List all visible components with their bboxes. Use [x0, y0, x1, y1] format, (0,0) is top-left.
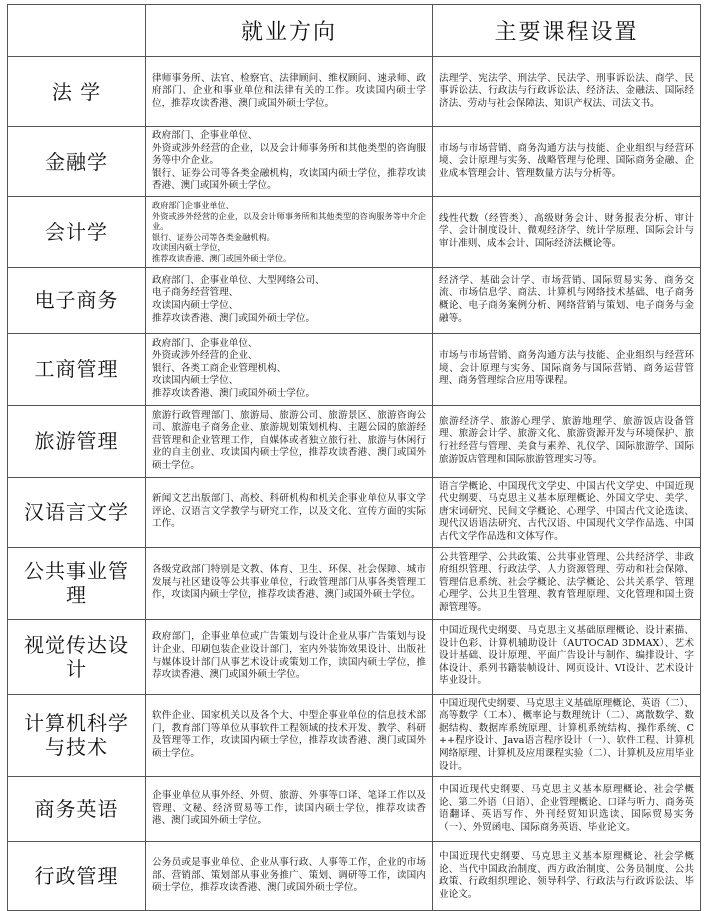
table-row [8, 267, 701, 333]
courses-cell: 线性代数（经管类）、高级财务会计、财务报表分析、审计学、会计制度设计、微观经济学、统计学原理、国际会计与审计准则、成本会计、国际经济法概论等。 [433, 197, 701, 268]
career-cell: 政府部门、企事业单位、大型网络公司、 电子商务经营管理、 攻读国内硕士学位、 推荐攻读香港、澳门或国外硕士学位。 [146, 267, 433, 333]
table-row [8, 477, 701, 547]
courses-cell: 中国近现代史纲要、马克思主义基本原理概论、社会学概论、当代中国政治制度、西方政治制度、公务员制度、公共政策、行政组织理论、领导科学、行政法与行政诉讼法、毕业论文。 [433, 842, 701, 911]
major-name: 计算机科学与技术 [8, 694, 146, 777]
table-row [8, 333, 701, 405]
majors-table [7, 4, 701, 911]
table-row [8, 694, 701, 777]
courses-cell: 市场与市场营销、商务沟通方法与技能、企业组织与经营环境、会计原理与实务、战略管理与伦理、国际商务金融、企业成本管理会计、管理数量方法与分析等。 [433, 127, 701, 197]
major-name: 商务英语 [8, 777, 146, 842]
courses-cell: 中国近现代史纲要、马克思主义基础原理概论、设计素描、设计色彩、计算机辅助设计（AUTOCAD 3DMAX）、艺术设计基础、设计原理、平面广告设计与制作、编排设计、字体设计、系列书籍装帧设计、网页设计、VI设计、艺术设计毕业设计。 [433, 619, 701, 694]
major-name: 工商管理 [8, 333, 146, 405]
career-cell: 旅游行政管理部门、旅游局、旅游公司、旅游景区、旅游咨询公司、旅游电子商务企业、旅游规划策划机构、主题公园的旅游经营管理和企业管理工作，自媒体或者独立旅行社、旅游与休闲行业的自主创业、攻读国内硕士学位，推荐攻读香港、澳门或国外硕士学位。 [146, 405, 433, 477]
courses-cell: 公共管理学、公共政策、公共事业管理、公共经济学、非政府组织管理、行政法学、人力资源管理、劳动和社会保障、管理信息系统、社会学概论、法学概论、公共关系学、管理心理学、公共卫生管理、教育管理原理、文化管理和国土资源管理等。 [433, 547, 701, 619]
table-row [8, 57, 701, 127]
header-career: 就业方向 [146, 5, 433, 57]
career-cell: 律师事务所、法官、检察官、法律顾问、维权顾问、速录师、政府部门、企业和事业单位和法律有关的工作。攻读国内硕士学位，推荐攻读香港、澳门或国外硕士学位。 [146, 57, 433, 127]
career-cell: 新闻文艺出版部门、高校、科研机构和机关企事业单位从事文学评论、汉语言文学教学与研究工作，以及文化、宣传方面的实际工作。 [146, 477, 433, 547]
major-name: 汉语言文学 [8, 477, 146, 547]
table-row [8, 127, 701, 197]
major-name: 旅游管理 [8, 405, 146, 477]
major-name: 金融学 [8, 127, 146, 197]
career-cell: 企事业单位从事外经、外贸、旅游、外事等口译、笔译工作以及管理、文秘、经济贸易等工作，读国内硕士学位，推荐攻读香港、澳门或国外硕士学位。 [146, 777, 433, 842]
courses-cell: 旅游经济学、旅游心理学、旅游地理学、旅游饭店设备管理、旅游会计学、旅游文化、旅游资源开发与环境保护、旅行社经营与管理、美食与素养、礼仪学、国际旅游学、国际旅游饭店管理和国际旅游管理实习等。 [433, 405, 701, 477]
career-cell: 政府部门、企事业单位、 外资或涉外经营的企业，以及会计师事务所和其他类型的咨询服务等中介企业。 银行、证券公司等各类金融机构，攻读国内硕士学位，推荐攻读香港、澳门或国外硕士学位。 [146, 127, 433, 197]
table-row [8, 405, 701, 477]
table-row [8, 619, 701, 694]
table-row [8, 547, 701, 619]
career-cell: 政府部门企事业单位、 外资或涉外经营的企业，以及会计师事务所和其他类型的咨询服务等中介企业。 银行、证券公司等各类金融机构。 攻读国内硕士学位， 推荐攻读香港、澳门或国外硕士学位。 [146, 197, 433, 268]
major-name: 视觉传达设计 [8, 619, 146, 694]
header-row [8, 5, 701, 57]
table-row [8, 842, 701, 911]
major-name: 公共事业管理 [8, 547, 146, 619]
career-cell: 公务员或是事业单位、企业从事行政、人事等工作，企业的市场部、营销部、策划部从事业务推广、策划、调研等工作，读国内硕士学位，推荐攻读香港、澳门或国外硕士学位。 [146, 842, 433, 911]
table-row [8, 197, 701, 268]
career-cell: 政府部门、企事业单位、 外资或涉外经营的企业、 银行、各类工商企业管理机构、 攻读国内硕士学位、 推荐攻读香港、澳门或国外硕士学位。 [146, 333, 433, 405]
courses-cell: 中国近现代史纲要、马克思主义基础原理概论、英语（二）、高等数学（工本）、概率论与数理统计（二）、离散数学、数据结构、数据库系统原理、计算机系统结构、操作系统、C++程序设计、Java语言程序设计（一）、软件工程、计算机网络原理、计算机及应用课程实验（二）、计算机及应用毕业设计。 [433, 694, 701, 777]
career-cell: 各级党政部门特别是文教、体育、卫生、环保、社会保障、城市发展与社区建设等公共事业单位，行政管理部门从事各类管理工作，攻读国内硕士学位，推荐攻读香港、澳门或国外硕士学位。 [146, 547, 433, 619]
courses-cell: 语言学概论、中国现代文学史、中国古代文学史、中国近现代史纲要、马克思主义基本原理概论、外国文学史、美学、唐宋词研究、民间文学概论、心理学、中国古代文论选读、现代汉语语法研究、古代汉语、中国现代文学作品选、中国古代文学作品选和文体写作。 [433, 477, 701, 547]
major-name: 会计学 [8, 197, 146, 268]
header-courses: 主要课程设置 [433, 5, 701, 57]
major-name: 行政管理 [8, 842, 146, 911]
career-cell: 软件企业、国家机关以及各个大、中型企事业单位的信息技术部门，教育部门等单位从事软件工程领域的技术开发、教学、科研及管理等工作，攻读国内硕士学位，推荐攻读香港、澳门或国外硕士学位。 [146, 694, 433, 777]
courses-cell: 中国近现代史纲要、马克思主义基本原理概论、社会学概论、第二外语（日语）、企业管理概论、口译与听力、商务英语翻译、英语写作、外刊经贸知识选读、国际贸易实务（一）、外贸函电、国际商务英语、毕业论文。 [433, 777, 701, 842]
courses-cell: 法理学、宪法学、刑法学、民法学、刑事诉讼法、商学、民事诉讼法、行政法与行政诉讼法、经济法、金融法、国际经济法、劳动与社会保障法、知识产权法、司法文书。 [433, 57, 701, 127]
major-name: 电子商务 [8, 267, 146, 333]
table-row [8, 777, 701, 842]
courses-cell: 经济学、基础会计学、市场营销、国际贸易实务、商务交流、市场信息学、商法、计算机与网络技术基础、电子商务概论、电子商务案例分析、网络营销与策划、电子商务与金融等。 [433, 267, 701, 333]
header-blank-cell [8, 5, 146, 57]
courses-cell: 市场与市场营销、商务沟通方法与技能、企业组织与经营环境、会计原理与实务、国际商务与国际营销、商务运营管理、商务管理综合应用等课程。 [433, 333, 701, 405]
major-name: 法 学 [8, 57, 146, 127]
career-cell: 政府部门，企事业单位或广告策划与设计企业从事广告策划与设计企业、印刷包装企业设计部门，室内外装饰效果设计、出版社与媒体设计部门从事艺术设计或策划工作，读国内硕士学位，推荐攻读香港、澳门或国外硕士学位。 [146, 619, 433, 694]
